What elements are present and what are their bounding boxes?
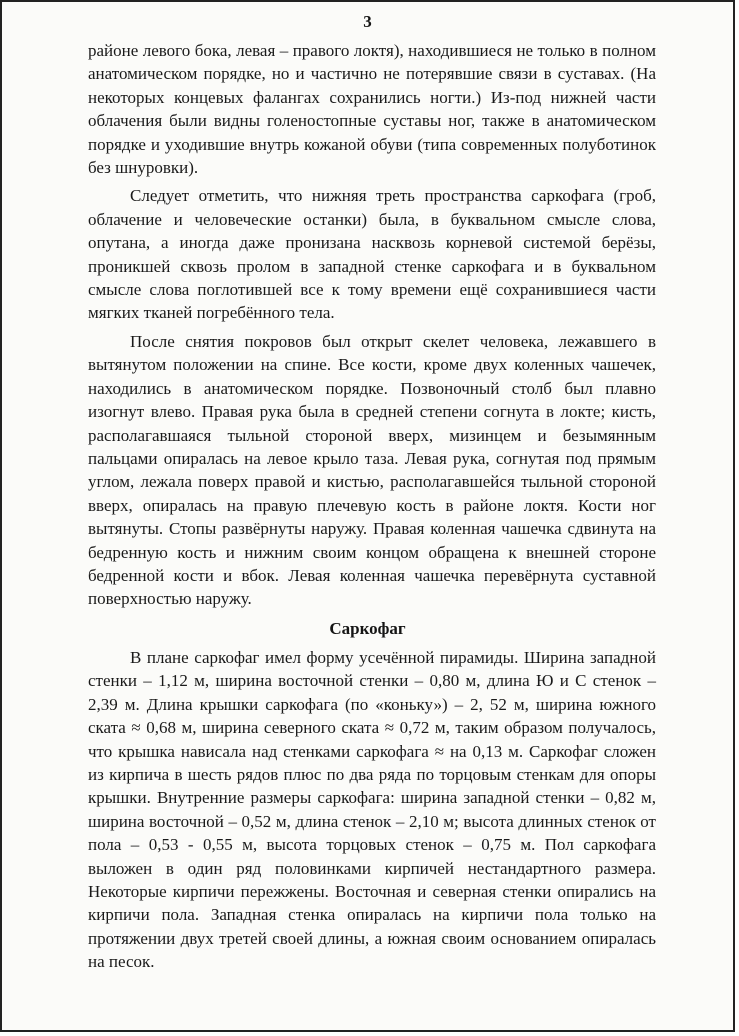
text-block-before [88, 39, 656, 611]
text-block-after [88, 646, 656, 974]
paragraph: После снятия покровов был открыт скелет человека, лежавшего в вытянутом положении на спине. Все кости, кроме двух коленных чашечек, находились в анатомическом порядке. Позвоночный столб был плавно изогнут влево. Правая рука была в средней степени согнута в локте; кисть, располагавшаяся тыльной стороной вверх, мизинцем и безымянным пальцами опиралась на левое крыло таза. Левая рука, согнутая под прямым углом, лежала поверх правой и кистью, располагавшейся тыльной стороной вверх, опиралась на правую плечевую кость в районе локтя. Кости ног вытянуты. Стопы развёрнуты наружу. Правая коленная чашечка сдвинута на бедренную кость и нижним своим концом обращена к внешней стороне бедренной кости и вбок. Левая коленная чашечка перевёрнута суставной поверхностью наружу. [88, 331, 656, 609]
page-number: 3 [363, 12, 372, 31]
paragraph: Следует отметить, что нижняя треть пространства саркофага (гроб, облачение и человеческие останки) была, в буквальном смысле слова, опутана, а иногда даже пронизана насквозь корневой системой берёзы, проникшей сквозь пролом в западной стенке саркофага и в буквальном смысле слова поглотившей все к тому времени ещё сохранившиеся части мягких тканей погребённого тела. [88, 186, 656, 323]
paragraph: районе левого бока, левая – правого локтя), находившиеся не только в полном анатомическом порядке, но и частично не потерявшие связи в суставах. (На некоторых концевых фалангах сохранились ногти.) Из-под нижней части облачения были видны голеностопные суставы ног, также в анатомическом порядке и уходившие внутрь кожаной обуви (типа современных полуботинок без шнуровки). [88, 41, 656, 178]
section-heading: Саркофаг [329, 619, 406, 638]
paragraph: В плане саркофаг имел форму усечённой пирамиды. Ширина западной стенки – 1,12 м, ширина восточной стенки – 0,80 м, длина Ю и С стенок – 2,39 м. Длина крышки саркофага (по «коньку») – 2, 52 м, ширина южного ската ≈ 0,68 м, ширина северного ската ≈ 0,72 м, таким образом получалось, что крышка нависала над стенками саркофага ≈ на 0,13 м. Саркофаг сложен из кирпича в шесть рядов плюс по два ряда по торцовым стенкам для опоры крышки. Внутренние размеры саркофага: ширина западной стенки – 0,82 м, ширина восточной – 0,52 м, длина стенок – 2,10 м; высота длинных стенок от пола – 0,53 - 0,55 м, высота торцовых стенок – 0,75 м. Пол саркофага выложен в один ряд половинками кирпичей нестандартного размера. Некоторые кирпичи пережжены. Восточная и северная стенки опирались на кирпичи пола. Западная стенка опиралась на кирпичи пола только на протяжении двух третей своей длины, а южная своим основанием опиралась на песок. [88, 648, 656, 972]
